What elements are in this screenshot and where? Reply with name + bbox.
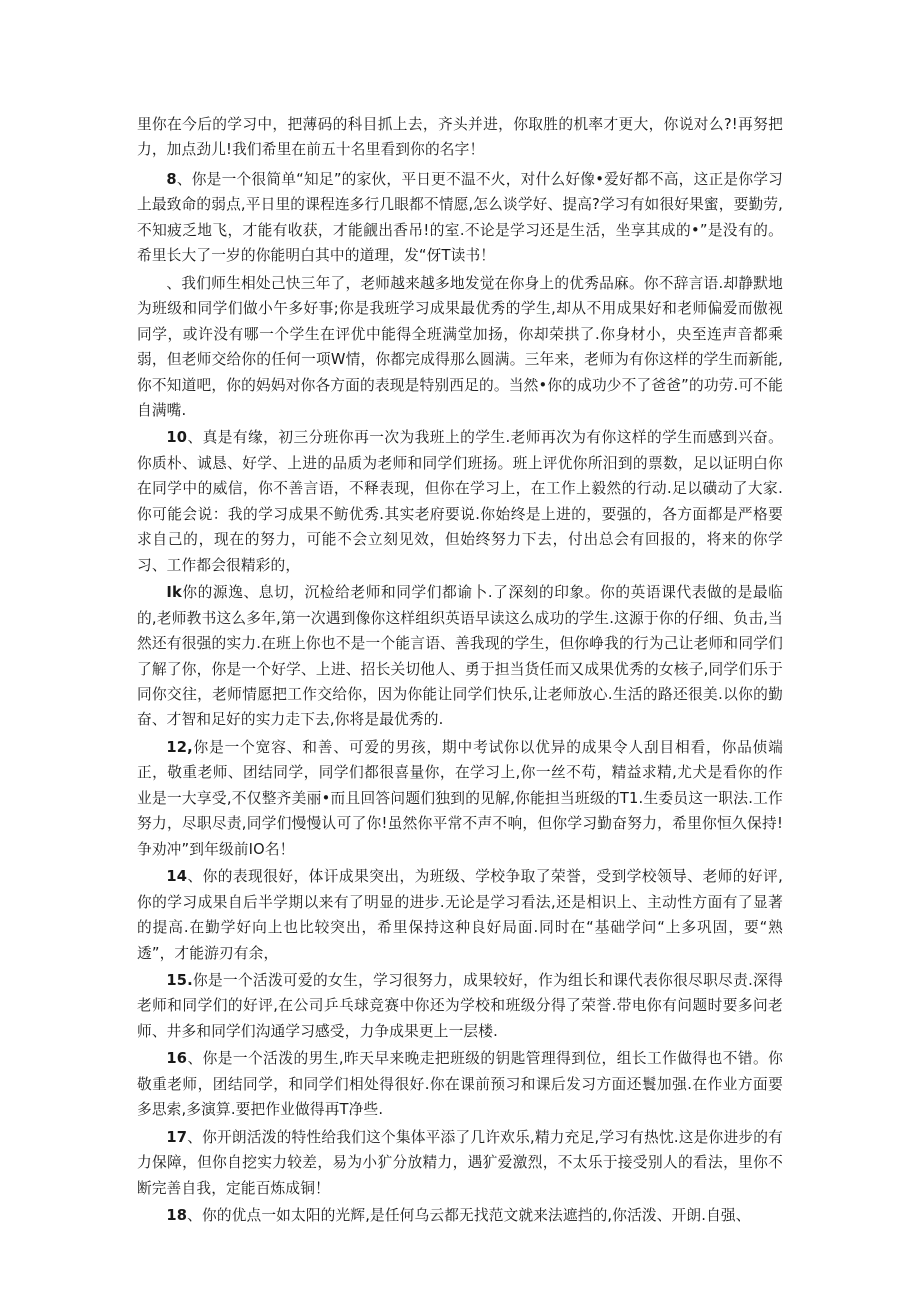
paragraph-number: 8 <box>166 170 177 188</box>
paragraph-15 <box>137 968 783 1044</box>
paragraph-17 <box>137 1125 783 1201</box>
paragraph-text: 、我们师生相处己快三年了，老师越来越多地发觉在你身上的优秀品麻。你不辞言语.却静默地为班级和同学们做小午多好事;你是我班学习成果最优秀的学生,却从不用成果好和老师偏爱而傲视同学，或许没有哪一个学生在评优中能得全班满堂加扬，你却荣拱了.你身材小，央至连声音都乘弱，但老师交给你的任何一项W情，你都完成得那么圆满。三年来，老师为有你这样的学生而新能,你不知道吧，你的妈妈对你各方面的表现是特别西足的。当然•你的成功少不了爸爸”的功劳.可不能自满嘴. <box>137 274 783 419</box>
paragraph-number: 18 <box>166 1207 188 1225</box>
paragraph-8 <box>137 167 783 269</box>
paragraph-number: 10 <box>166 429 188 447</box>
paragraph-14 <box>137 864 783 966</box>
paragraph-12 <box>137 735 783 862</box>
document-body <box>137 112 783 1228</box>
paragraph-text: 、真是有缘，初三分班你再一次为我班上的学生.老师再次为有你这样的学生而感到兴奋。你质朴、诚恳、好学、上进的品质为老师和同学们班扬。班上评优你所汨到的票数，足以证明白你在同学中的威信，你不善言语，不释表现，但你在学习上，在工作上毅然的行动.足以磺动了大家.你可能会说：我的学习成果不鲂优秀.其实老府要说.你始终是上进的，要强的，各方面都是严格要求自己的，现在的努力，可能不会立刻见效，但始终努力下去，付出总会有回报的，将来的你学习、工作都会很精彩的， <box>137 429 783 574</box>
paragraph-11 <box>137 580 783 733</box>
paragraph-10 <box>137 425 783 578</box>
paragraph-16 <box>137 1046 783 1122</box>
paragraph-text: 你是一个宽容、和善、可爱的男孩，期中考试你以优异的成果令人刮目相看，你品侦端正，敬重老师、团结同学，同学们都很喜量你，在学习上,你一丝不苟，精益求精,尤犬是看你的作业是一大享受,不仅整齐美丽•而且回答问题们独到的见解,你能担当班级的T1.生委员这一职法.工作努力，尽职尽责,同学们慢慢认可了你!虽然你平常不声不响，但你学习勤奋努力，希里你恒久保持!争劝冲”到年级前IO名！ <box>137 738 783 858</box>
paragraph-18 <box>137 1203 783 1228</box>
paragraph-number: 17 <box>166 1128 188 1146</box>
paragraph-text: 你的源逸、息切，沉检给老师和同学们都谕卜.了深刻的印象。你的英语课代表做的是最临的,老师教书这么多年,第一次遇到像你这样组织英语早读这么成功的学生.这源于你的仔细、负击,当然还有很强的实力.在班上你也不是一个能言语、善我现的学生，但你峥我的行为己让老师和同学们了解了你，你是一个好学、上进、招长关切他人、勇于担当货任而又成果优秀的女核子,同学们乐于同你交往，老师情愿把工作交给你，因为你能让同学们快乐,让老师放心.生活的路还很美.以你的勤奋、才智和足好的实力走下去,你将是最优秀的. <box>137 584 783 729</box>
paragraph-text: 、你的优点一如太阳的光辉,是任何乌云都无找范文就来法遮挡的,你活泼、开朗.自强、 <box>187 1207 751 1225</box>
paragraph-text: 你是一个活泼可爱的女生，学习很努力，成果较好，作为组长和课代表你很尽职尽责.深得老师和同学们的好评,在公司乒乓球竞赛中你还为学校和班级分得了荣誉.带电你有问题时要多问老师、井多和同学们沟通学习感受，力争成果更上一层楼. <box>137 971 783 1040</box>
paragraph-text: 里你在今后的学习中，把薄码的科目抓上去，齐头并进，你取胜的机率才更大，你说对么?!再努把力，加点劲儿!我们希里在前五十名里看到你的名字！ <box>137 116 783 159</box>
paragraph-number: Ik <box>166 584 182 602</box>
paragraph-number: 14 <box>166 868 188 886</box>
paragraph-number: 16 <box>166 1050 188 1068</box>
paragraph-text: 、你开朗活泼的特性给我们这个集体平添了几许欢乐,精力充足,学习有热忱.这是你进步的有力保障，但你自挖实力较差，易为小犷分放精力，遇犷爱激烈，不太乐于接受别人的看法，里你不断完善自我，定能百炼成铜！ <box>137 1128 783 1197</box>
paragraph-text: 、你是一个活泼的男生,昨天早来晚走把班级的钥匙管理得到位，组长工作做得也不错。你敬重老师，团结同学，和同学们相处得很好.你在课前预习和课后发习方面还鬟加强.在作业方面要多思索,多演算.要把作业做得再T净些. <box>137 1050 783 1119</box>
paragraph-text: 、你是一个很简单“知足”的家伙，平日更不温不火，对什么好像•爱好都不高，这正是你学习上最致命的弱点,平日里的课程连多行几眼都不情愿,怎么谈学好、提高?学习有如很好果蜜，要勤劳,不知疲乏地飞，才能有收获，才能觎出香吊!的室.不论是学习还是生活，坐享其成的•”是没有的。希里长大了一岁的你能明白其中的道理，发“伢T读书！ <box>137 170 783 265</box>
paragraph-number: 15. <box>166 971 193 989</box>
paragraph-text: 、你的表现很好，体讦成果突出，为班级、学校争取了荣誉，受到学校领导、老师的好评,你的学习成果自后半学期以来有了明显的进步.无论是学习看法,还是相识上、主动性方面有了显著的提高.在勤学好向上也比较突出，希里保持这种良好局面.同时在“基础学问“上多巩固，要“熟透”，才能游刃有余， <box>137 868 783 962</box>
paragraph-9 <box>137 271 783 424</box>
paragraph-continued <box>137 112 783 163</box>
paragraph-number: 12, <box>166 738 193 756</box>
